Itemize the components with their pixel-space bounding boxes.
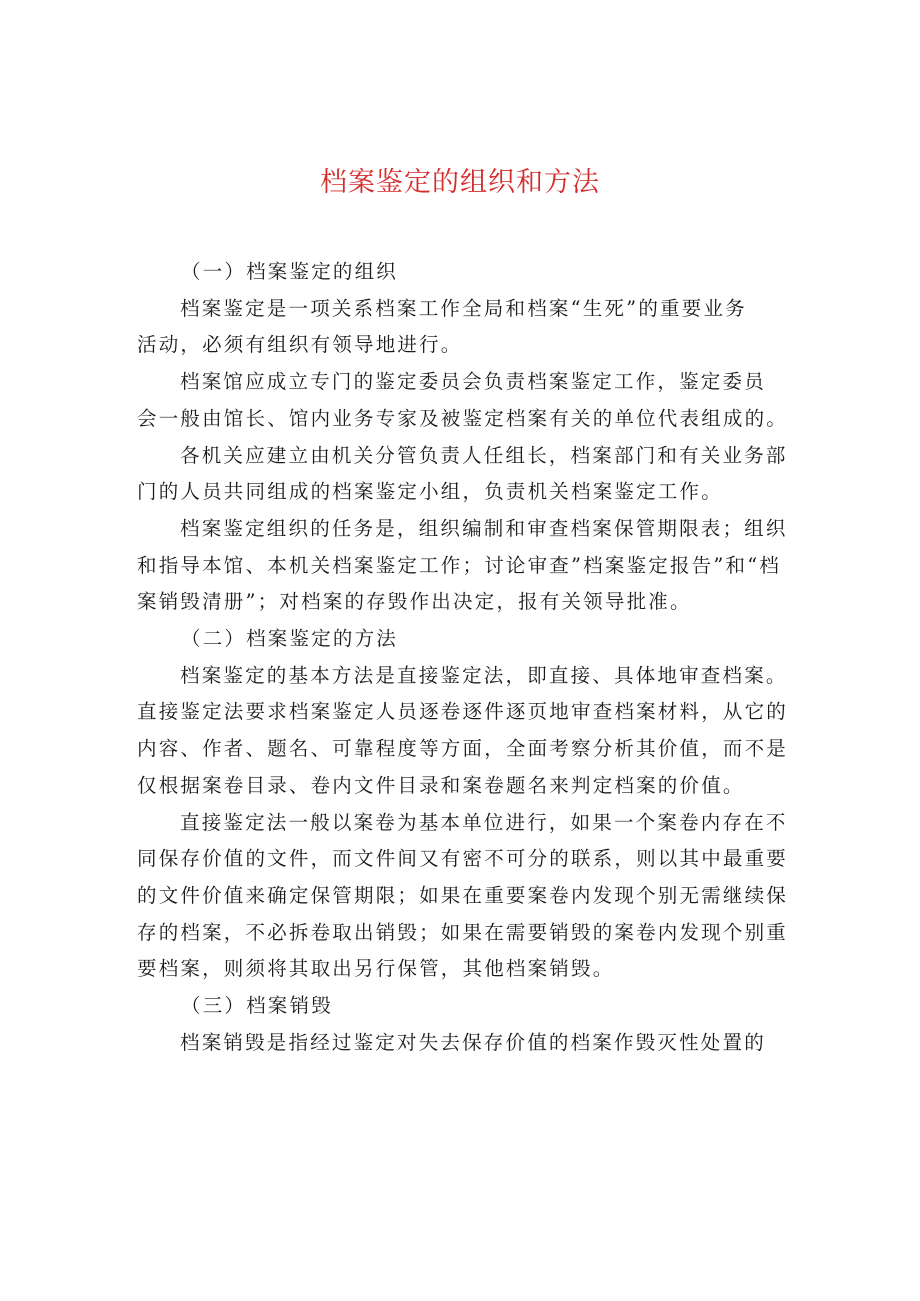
text-line: 案销毁清册”；对档案的存毁作出决定，报有关领导批准。	[137, 590, 692, 614]
text-line: 档案馆应成立专门的鉴定委员会负责档案鉴定工作，鉴定委员	[180, 370, 766, 394]
document-body	[137, 254, 792, 1061]
paragraph	[137, 438, 792, 511]
paragraph	[137, 658, 792, 805]
paragraph	[137, 291, 792, 364]
section-heading-2: （二）档案鉴定的方法	[181, 627, 399, 651]
text-line: 仅根据案卷目录、卷内文件目录和案卷题名来判定档案的价值。	[137, 773, 745, 797]
text-line: 门的人员共同组成的档案鉴定小组，负责机关档案鉴定工作。	[137, 480, 723, 504]
paragraph	[137, 805, 792, 989]
text-line: 直接鉴定法要求档案鉴定人员逐卷逐件逐页地审查档案材料，从它的	[137, 700, 789, 724]
text-line: 直接鉴定法一般以案卷为基本单位进行，如果一个案卷内存在不	[180, 810, 788, 834]
paragraph	[137, 511, 792, 621]
text-line: 和指导本馆、本机关档案鉴定工作；讨论审查”档案鉴定报告”和“档	[137, 553, 782, 577]
text-line: 档案鉴定的基本方法是直接鉴定法，即直接、具体地审查档案。	[180, 663, 788, 687]
document-title: 档案鉴定的组织和方法	[320, 167, 600, 198]
text-line: 内容、作者、题名、可靠程度等方面，全面考察分析其价值，而不是	[137, 737, 789, 761]
text-line: 要档案，则须将其取出另行保管，其他档案销毁。	[137, 957, 615, 981]
text-line: 各机关应建立由机关分管负责人任组长，档案部门和有关业务部	[180, 443, 788, 467]
text-line: 同保存价值的文件，而文件间又有密不可分的联系，则以其中最重要	[137, 847, 789, 871]
text-line: 活动，必须有组织有领导地进行。	[137, 333, 463, 357]
section-heading-3: （三）档案销毁	[181, 994, 333, 1018]
text-line: 存的档案，不必拆卷取出销毁；如果在需要销毁的案卷内发现个别重	[137, 920, 789, 944]
section-heading-1: （一）档案鉴定的组织	[181, 260, 399, 283]
text-line: 会一般由馆长、馆内业务专家及被鉴定档案有关的单位代表组成的。	[137, 406, 789, 430]
text-line: 的文件价值来确定保管期限；如果在重要案卷内发现个别无需继续保	[137, 883, 789, 907]
text-line: 档案鉴定是一项关系档案工作全局和档案“生死”的重要业务	[180, 296, 747, 320]
text-line: 档案销毁是指经过鉴定对失去保存价值的档案作毁灭性处置的	[180, 1030, 766, 1054]
paragraph	[137, 364, 792, 437]
text-line: 档案鉴定组织的任务是，组织编制和审查档案保管期限表；组织	[180, 516, 788, 540]
paragraph	[137, 1025, 792, 1062]
